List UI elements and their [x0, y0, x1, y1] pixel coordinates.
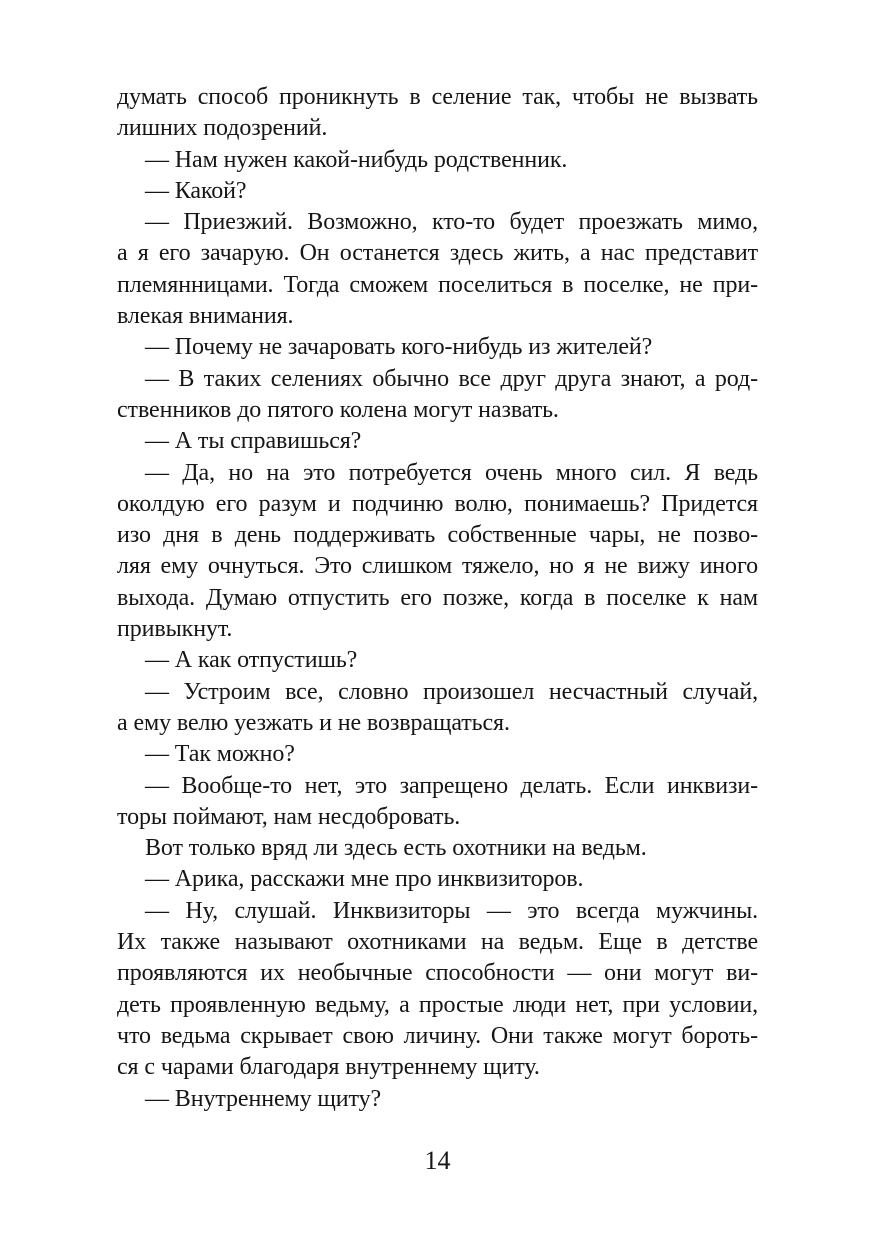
text-line: ляя ему очнуться. Это слишком тяжело, но я не вижу иного [117, 553, 758, 580]
text-line: — А как отпустишь? [145, 647, 358, 674]
text-line: думать способ проникнуть в селение так, чтобы не вызвать [117, 84, 758, 110]
text-line: околдую его разум и подчиню волю, понимаешь? Придется [117, 490, 758, 517]
text-line: что ведьма скрывает свою личину. Они также могут бороть- [117, 1022, 758, 1049]
text-line: торы поймают, нам несдобровать. [117, 803, 461, 830]
page-number: 14 [424, 1146, 451, 1175]
text-line: — Устроим все, словно произошел несчастный случай, [145, 678, 758, 705]
text-line: — Внутреннему щиту? [145, 1085, 382, 1112]
text-line: влекая внимания. [117, 303, 294, 330]
text-line: — Да, но на это потребуется очень много сил. Я ведь [145, 459, 758, 486]
text-line: — Вообще-то нет, это запрещено делать. Если инквизи- [145, 772, 758, 799]
text-line: — Какой? [145, 177, 247, 204]
text-line: лишних подозрений. [117, 115, 328, 142]
text-line: племянницами. Тогда сможем поселиться в поселке, не при- [117, 271, 758, 298]
text-line: изо дня в день поддерживать собственные чары, не позво- [117, 522, 758, 549]
text-line: проявляются их необычные способности — они могут ви- [117, 960, 758, 987]
text-line: а ему велю уезжать и не возвращаться. [117, 709, 510, 736]
text-line: — Так можно? [145, 741, 295, 768]
text-line: — Арика, расскажи мне про инквизиторов. [145, 866, 584, 893]
text-line: а я его зачарую. Он останется здесь жить, а нас представит [117, 240, 758, 267]
text-line: Их также называют охотниками на ведьм. Еще в детстве [117, 929, 758, 956]
text-line: привыкнут. [117, 616, 233, 643]
text-line: выхода. Думаю отпустить его позже, когда в поселке к нам [117, 584, 758, 611]
text-line: — В таких селениях обычно все друг друга знают, а род- [145, 365, 758, 392]
text-line: ся с чарами благодаря внутреннему щиту. [117, 1054, 540, 1081]
text-line: деть проявленную ведьму, а простые люди нет, при условии, [117, 991, 758, 1018]
page-text [117, 82, 758, 1115]
text-line: — Приезжий. Возможно, кто-то будет проезжать мимо, [145, 209, 758, 236]
text-line: — Ну, слушай. Инквизиторы — это всегда мужчины. [145, 897, 758, 924]
text-line: — Почему не зачаровать кого-нибудь из жителей? [145, 334, 653, 361]
text-line: ственников до пятого колена могут назвать. [117, 396, 559, 423]
text-line: — Нам нужен какой-нибудь родственник. [145, 146, 568, 173]
text-line: — А ты справишься? [145, 428, 362, 455]
text-line: Вот только вряд ли здесь есть охотники на ведьм. [145, 835, 647, 862]
